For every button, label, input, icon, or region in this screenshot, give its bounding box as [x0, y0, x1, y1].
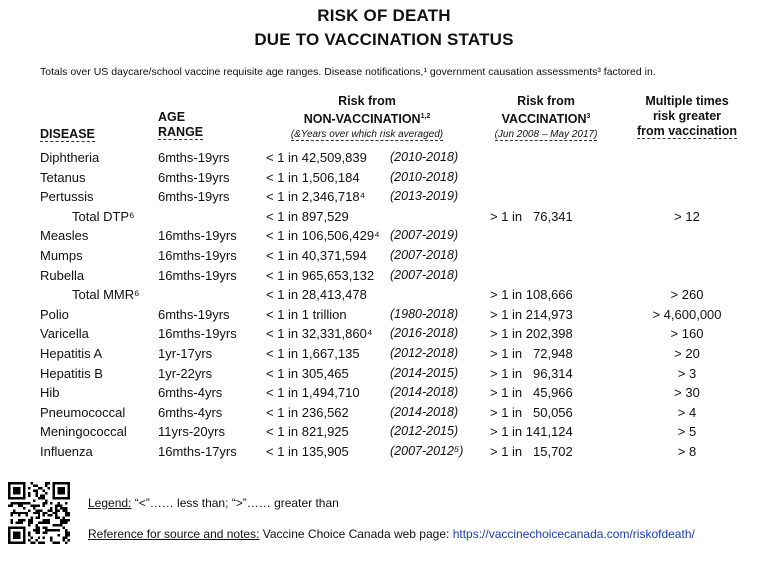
cell-disease: Total MMR⁶ [72, 287, 140, 303]
reference-text: Vaccine Choice Canada web page: [259, 527, 453, 541]
cell-disease: Polio [40, 306, 69, 322]
table-row [0, 385, 768, 404]
cell-disease: Influenza [40, 444, 93, 459]
table-row [0, 326, 768, 345]
cell-multiple: > 260 [670, 287, 704, 303]
cell-years: (2012-2015) [390, 424, 459, 439]
cell-multiple: > 20 [674, 346, 700, 361]
cell-age-range: 6mths-19yrs [158, 169, 230, 185]
cell-risk-nonvaccination: < 1 in 40,371,594 [266, 248, 367, 263]
cell-age-range: 1yr-22yrs [158, 365, 213, 381]
cell-age-range: 16mths-17yrs [158, 444, 237, 459]
table-row [0, 228, 768, 247]
cell-multiple: > 12 [674, 208, 700, 224]
header-age [158, 110, 203, 140]
header-disease [40, 127, 95, 142]
cell-risk-vaccination: > 1 in 45,966 [490, 385, 573, 401]
cell-risk-nonvaccination: < 1 in 965,653,132 [266, 267, 375, 283]
cell-multiple: > 4,600,000 [652, 306, 722, 322]
cell-years: (2010-2018) [390, 150, 459, 164]
cell-risk-nonvaccination: < 1 in 1,506,184 [266, 169, 360, 185]
table-row [0, 444, 768, 463]
qr-code-icon [8, 482, 70, 544]
header-nonvac-line-1: Risk from [338, 94, 396, 108]
table-row [0, 189, 768, 208]
header-vac-line-1: Risk from [517, 94, 575, 108]
header-nonvac-sup: 1,2 [420, 113, 431, 120]
table-row [0, 170, 768, 189]
cell-risk-nonvaccination: < 1 in 305,465 [266, 365, 349, 381]
cell-risk-vaccination: > 1 in 76,341 [490, 208, 573, 224]
header-disease-label: DISEASE [40, 127, 95, 141]
cell-years: (2010-2018) [390, 169, 459, 184]
cell-multiple: > 160 [670, 326, 704, 342]
cell-age-range: 16mths-19yrs [158, 228, 237, 244]
cell-risk-vaccination: > 1 in 141,124 [490, 424, 573, 440]
header-nonvac-line-2: NON-VACCINATION [303, 112, 421, 127]
header-age-line-2: RANGE [158, 125, 204, 139]
cell-risk-vaccination: > 1 in 72,948 [490, 346, 573, 361]
cell-years: (2007-2018) [390, 248, 459, 262]
cell-disease: Hib [40, 385, 60, 401]
reference-label: Reference for source and notes: [88, 527, 260, 541]
cell-age-range: 16mths-19yrs [158, 267, 237, 283]
cell-age-range: 6mths-4yrs [158, 404, 223, 420]
legend-text: “<”…… less than; “>”…… greater than [131, 496, 339, 510]
header-nonvac-note: (&Years over which risk averaged) [290, 129, 444, 141]
cell-risk-nonvaccination: < 1 in 135,905 [266, 444, 349, 459]
header-mult-line-1: Multiple times [645, 94, 729, 108]
cell-risk-vaccination: > 1 in 108,666 [490, 287, 573, 303]
cell-age-range: 16mths-19yrs [158, 326, 237, 342]
table-row [0, 405, 768, 424]
page-title-line-1: RISK OF DEATH [317, 6, 451, 25]
table-row [0, 150, 768, 169]
cell-risk-vaccination: > 1 in 202,398 [490, 326, 573, 342]
cell-disease: Pneumococcal [40, 404, 126, 420]
cell-age-range: 11yrs-20yrs [158, 424, 225, 440]
cell-risk-nonvaccination: < 1 in 236,562 [266, 404, 349, 420]
cell-years: (2012-2018) [390, 346, 459, 360]
cell-years: (2014-2015) [390, 365, 459, 380]
table-row [0, 366, 768, 385]
cell-age-range: 6mths-19yrs [158, 306, 230, 322]
subtitle: Totals over US daycare/school vaccine requisite age ranges. Disease notifications,¹ government causation assessments³ factored in. [40, 66, 656, 78]
cell-multiple: > 4 [677, 404, 697, 420]
header-mult-line-3: from vaccination [636, 124, 738, 138]
cell-disease: Tetanus [40, 169, 86, 185]
cell-age-range: 6mths-19yrs [158, 189, 230, 205]
cell-risk-nonvaccination: < 1 in 897,529 [266, 208, 349, 224]
cell-disease: Varicella [40, 326, 89, 342]
table-row [0, 287, 768, 306]
cell-multiple: > 30 [674, 385, 700, 401]
cell-age-range: 1yr-17yrs [158, 346, 213, 361]
table-row [0, 346, 768, 365]
cell-risk-vaccination: > 1 in 50,056 [490, 404, 573, 420]
cell-risk-nonvaccination: < 1 in 106,506,429⁴ [266, 228, 380, 244]
cell-risk-nonvaccination: < 1 in 2,346,718⁴ [266, 189, 366, 205]
cell-risk-nonvaccination: < 1 in 42,509,839 [266, 150, 367, 165]
cell-risk-vaccination: > 1 in 214,973 [490, 306, 573, 322]
cell-disease: Measles [40, 228, 89, 244]
cell-disease: Hepatitis B [40, 365, 103, 381]
cell-disease: Mumps [40, 248, 83, 263]
header-vac-sup: 3 [586, 113, 591, 120]
cell-disease: Pertussis [40, 189, 94, 205]
cell-risk-nonvaccination: < 1 in 821,925 [266, 424, 349, 440]
table-row [0, 248, 768, 267]
cell-years: (2014-2018) [390, 385, 459, 400]
table-row [0, 268, 768, 287]
header-vac-note: (Jun 2008 – May 2017) [494, 129, 598, 141]
cell-years: (2016-2018) [390, 326, 459, 341]
cell-disease: Diphtheria [40, 150, 100, 165]
cell-risk-nonvaccination: < 1 in 32,331,860⁴ [266, 326, 373, 342]
cell-age-range: 16mths-19yrs [158, 248, 237, 263]
cell-years: (2007-2012⁵) [390, 444, 464, 458]
header-age-line-1: AGE [158, 110, 186, 124]
header-nonvac [262, 94, 472, 142]
cell-age-range: 6mths-4yrs [158, 385, 223, 401]
page-title-line-2: DUE TO VACCINATION STATUS [254, 30, 514, 49]
header-vac [478, 94, 614, 142]
cell-risk-vaccination: > 1 in 15,702 [490, 444, 573, 459]
cell-years: (2007-2019) [390, 228, 459, 243]
legend [88, 496, 339, 510]
table-row [0, 209, 768, 228]
cell-years: (2014-2018) [390, 404, 459, 419]
cell-multiple: > 5 [677, 424, 697, 440]
cell-years: (2013-2019) [390, 189, 459, 204]
cell-risk-nonvaccination: < 1 in 1 trillion [266, 306, 347, 322]
header-vac-line-2: VACCINATION [501, 112, 587, 127]
cell-risk-nonvaccination: < 1 in 28,413,478 [266, 287, 367, 303]
cell-disease: Hepatitis A [40, 346, 103, 361]
cell-disease: Total DTP⁶ [72, 208, 135, 224]
cell-multiple: > 8 [677, 444, 697, 459]
cell-multiple: > 3 [677, 365, 697, 381]
cell-disease: Meningococcal [40, 424, 127, 440]
reference-link[interactable]: https://vaccinechoicecanada.com/riskofdeath/ [452, 527, 695, 541]
reference [88, 527, 695, 541]
legend-label: Legend: [88, 496, 132, 510]
table-row [0, 307, 768, 326]
cell-disease: Rubella [40, 267, 85, 283]
table-row [0, 424, 768, 443]
header-multiple [626, 94, 748, 139]
header-mult-line-2: risk greater [652, 109, 722, 123]
cell-years: (1980-2018) [390, 306, 459, 321]
cell-age-range: 6mths-19yrs [158, 150, 230, 165]
cell-years: (2007-2018) [390, 267, 459, 282]
cell-risk-nonvaccination: < 1 in 1,494,710 [266, 385, 360, 401]
cell-risk-nonvaccination: < 1 in 1,667,135 [266, 346, 360, 361]
cell-risk-vaccination: > 1 in 96,314 [490, 365, 573, 381]
